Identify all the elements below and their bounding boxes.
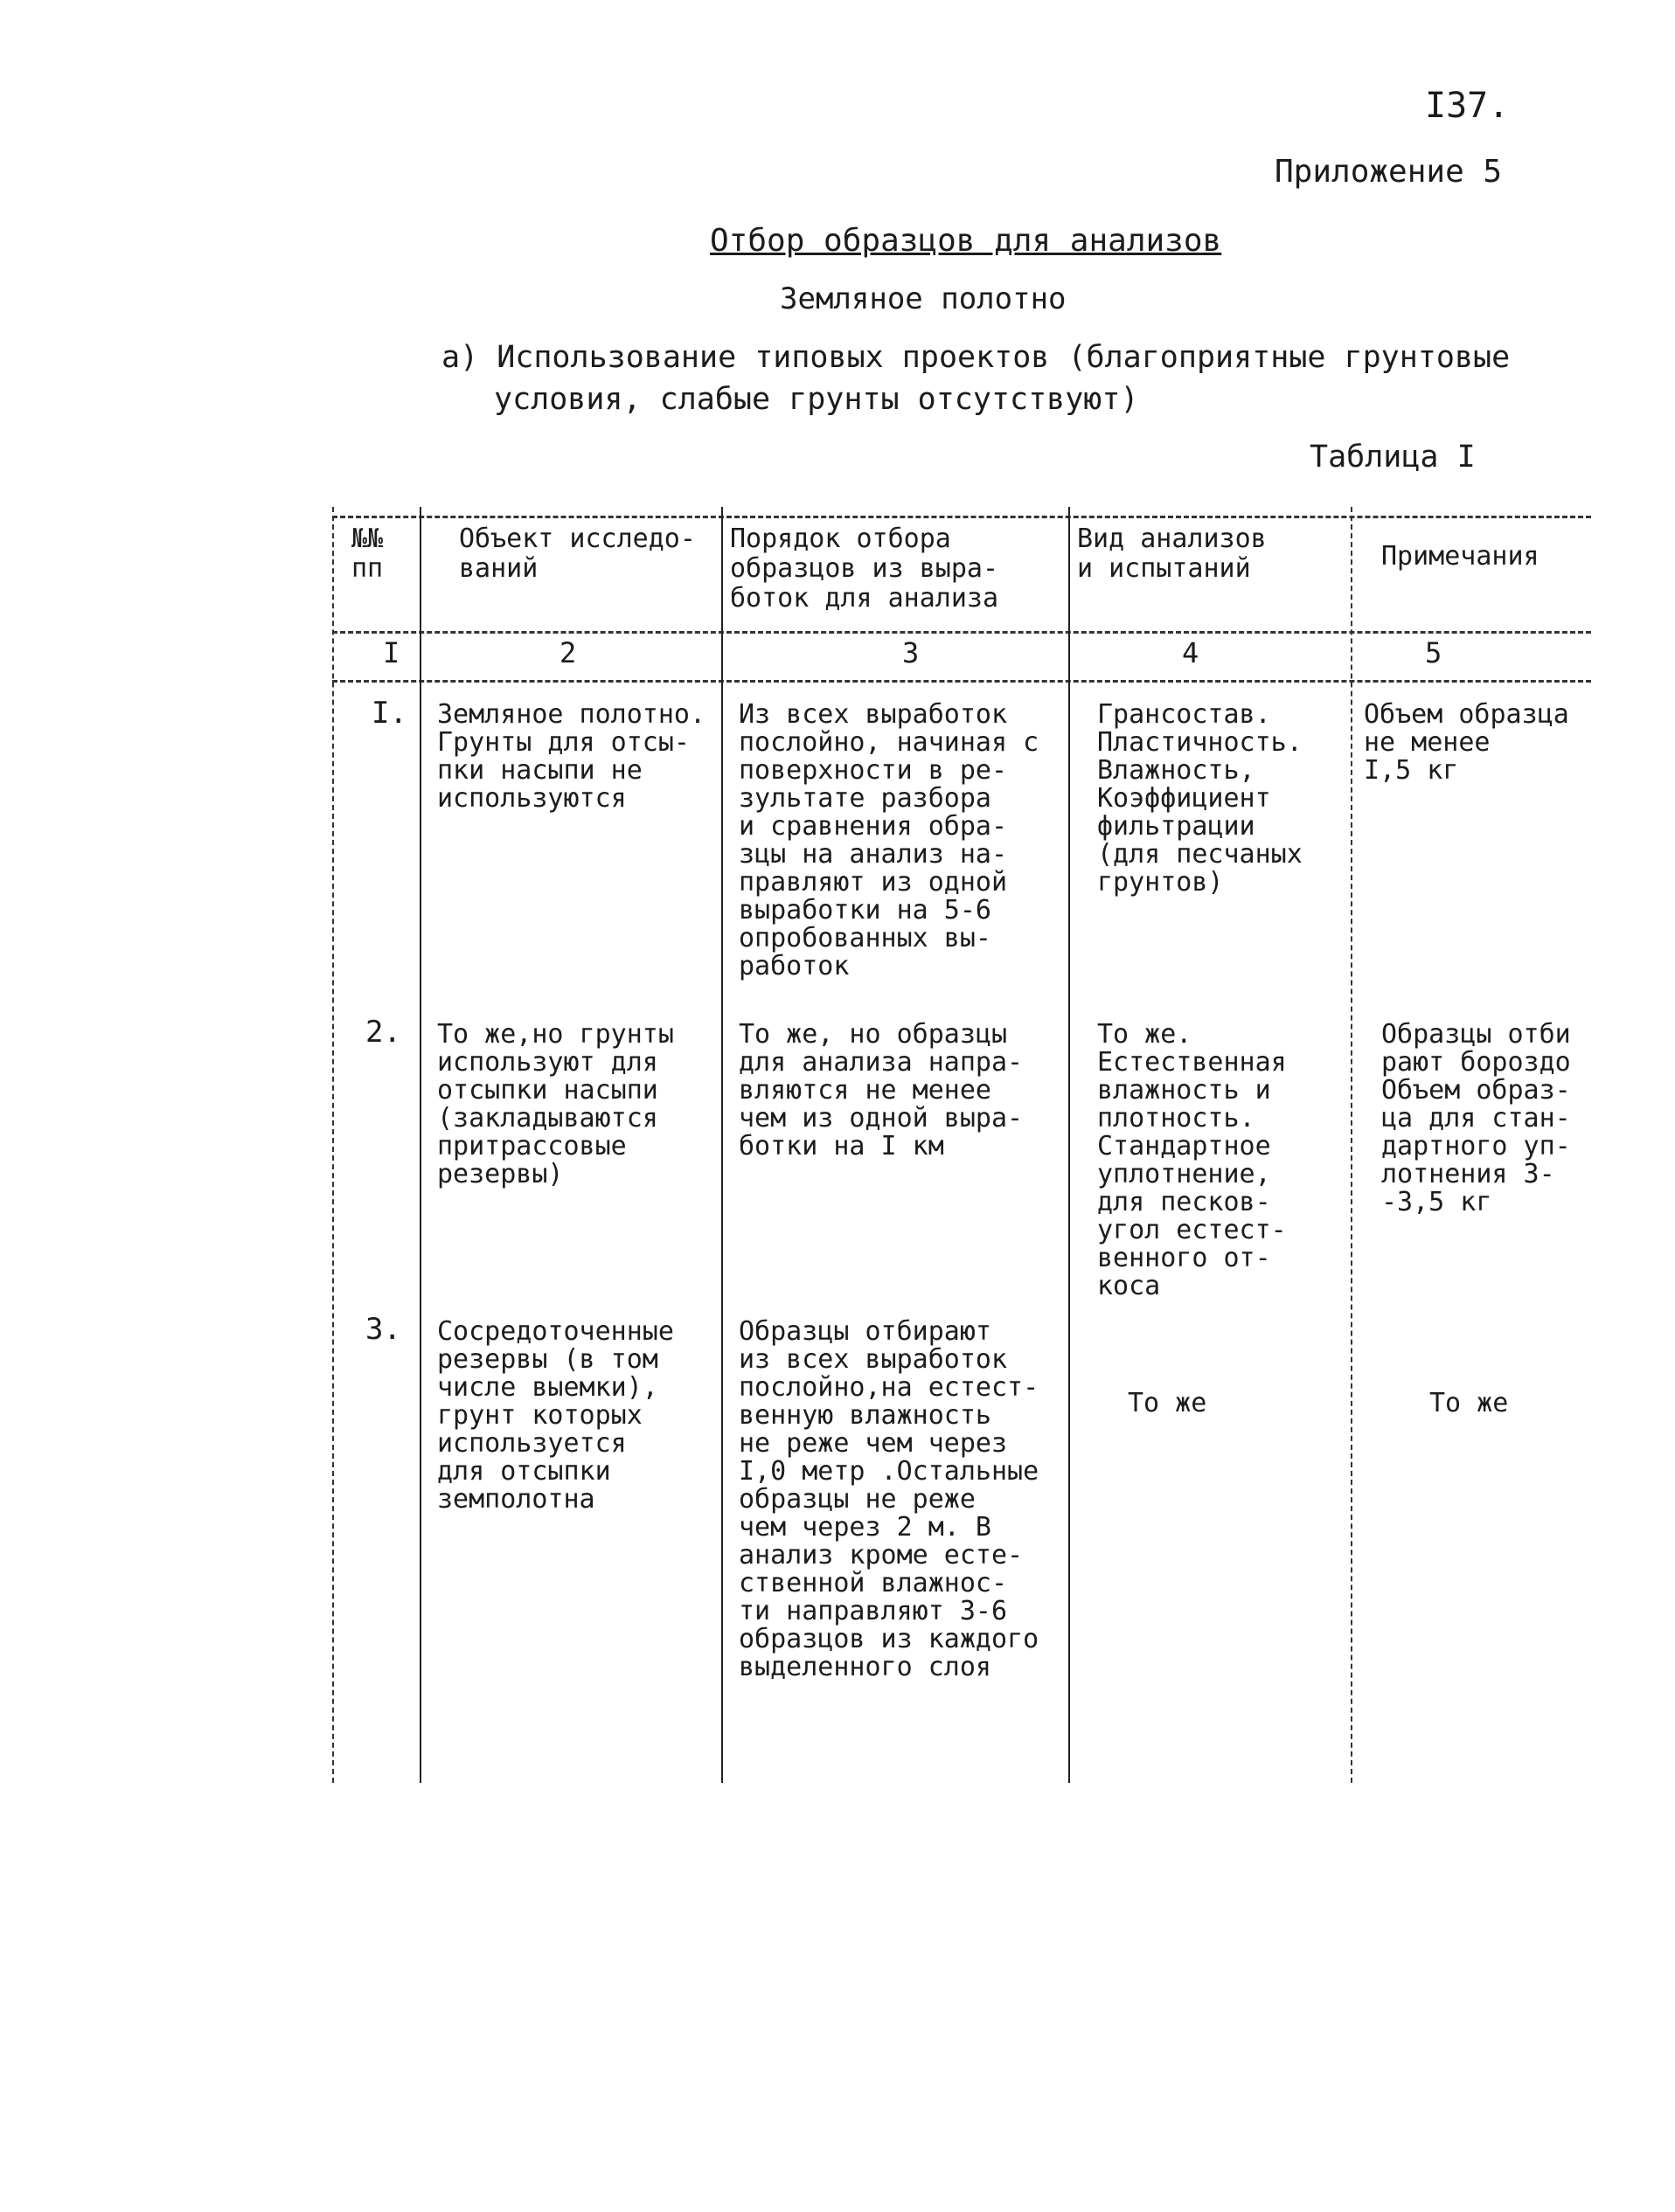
row-1-procedure: Из всех выработок послойно, начиная с поверхности в ре- зультате разбора и сравнения обра- зцы на анализ на- правляют из одной выработки на 5-6 опробованных вы- работок [739,699,1039,981]
row-2-object: То же,но грунты используют для отсыпки насыпи (закладываются притрассовые резервы) [437,1019,674,1189]
column-number-2: 2 [559,636,577,669]
page-number: I37. [1425,86,1510,126]
column-rule-1 [420,507,421,1783]
row-2-analysis: То же. Естественная влажность и плотность. Стандартное уплотнение, для песков- угол естест- венного от- коса [1097,1019,1287,1301]
table-label: Таблица I [1310,440,1476,475]
row-3-analysis: То же [1128,1388,1207,1418]
table-top-rule [332,516,1591,518]
row-1-notes: Объем образца не менее I,5 кг [1364,699,1569,786]
row-2-number: 2. [365,1015,401,1050]
header-object: Объект исследо- ваний [459,524,696,584]
column-number-1: I [383,636,400,669]
row-2-procedure: То же, но образцы для анализа напра- вляются не менее чем из одной выра- ботки на I км [739,1019,1024,1161]
column-rule-4 [1351,507,1352,1783]
document-title: Отбор образцов для анализов [710,223,1222,259]
row-3-notes: То же [1429,1388,1509,1418]
subheading-line-2: условия, слабые грунты отсутствуют) [494,382,1139,417]
row-3-object: Сосредоточенные резервы (в том числе выемки), грунт которых используется для отсыпки земполотна [437,1316,674,1515]
column-number-5: 5 [1425,636,1442,669]
row-2-notes: Образцы отби рают бороздо Объем образ- ца для стан- дартного уп- лотнения 3- -3,5 кг [1381,1019,1571,1217]
header-notes: Примечания [1381,541,1539,572]
column-rule-3 [1068,507,1070,1783]
table-left-rule [332,507,334,1783]
row-1-analysis: Грансостав. Пластичность. Влажность, Коэффициент фильтрации (для песчаных грунтов) [1097,699,1303,898]
column-number-3: 3 [902,636,920,669]
row-3-procedure: Образцы отбирают из всех выработок послойно,на естест- венную влажность не реже чем через I,0 метр .Остальные образцы не реже чем через 2 м. В анализ кроме есте- ственной влажнос- ти направляют 3-6 образцов из каждого выделенного слоя [739,1316,1039,1682]
colnum-bottom-rule [332,680,1591,683]
row-1-number: I. [372,696,407,731]
column-rule-2 [721,507,723,1783]
column-number-4: 4 [1182,636,1199,669]
row-1-object: Земляное полотно. Грунты для отсы- пки насыпи не используются [437,699,706,814]
header-analysis: Вид анализов и испытаний [1077,524,1267,584]
appendix-label: Приложение 5 [1275,154,1503,190]
subheading-line-1: а) Использование типовых проектов (благоприятные грунтовые [441,340,1511,375]
header-procedure: Порядок отбора образцов из выра- боток для анализа [730,524,999,614]
document-subtitle: Земляное полотно [780,281,1067,316]
row-3-number: 3. [365,1312,401,1347]
header-bottom-rule [332,631,1591,634]
header-number: №№ пп [351,524,384,584]
